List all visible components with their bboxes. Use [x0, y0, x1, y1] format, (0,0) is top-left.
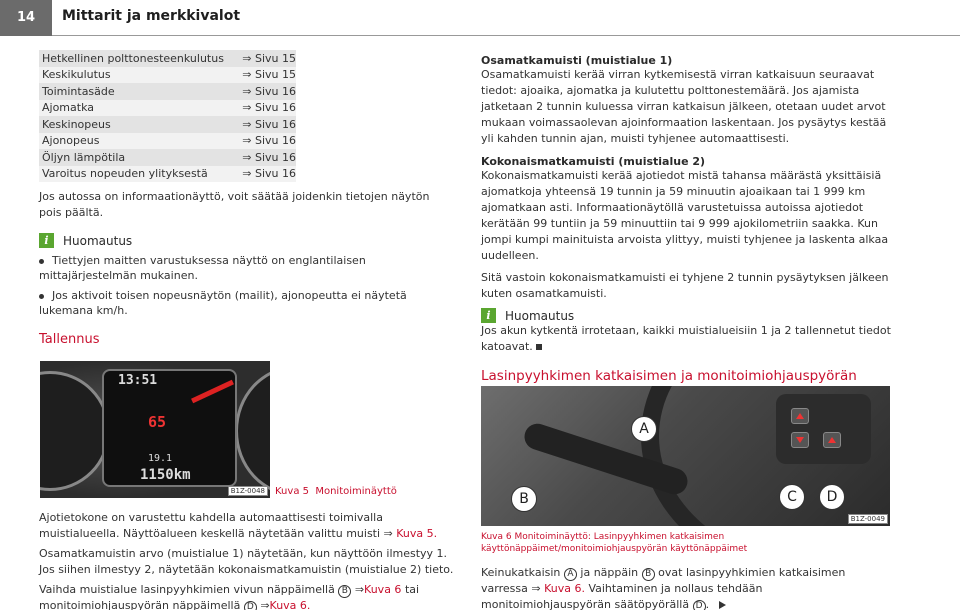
paragraph: Vaihda muistialue lasinpyyhkimien vivun näppäimellä B ⇒Kuva 6 tai monitoimiohjauspyörän näppäimellä D ⇒Kuva 6.	[39, 582, 464, 610]
label-d-icon: D	[693, 600, 706, 610]
table-row	[39, 83, 296, 100]
figure-caption: Kuva 5 Monitoiminäyttö	[275, 486, 397, 497]
list-item: Jos aktivoit toisen nopeusnäytön (mailit), ajonopeutta ei näytetä lukemana km/h.	[39, 289, 407, 317]
arrow-icon: ⇒	[242, 51, 252, 65]
figure-link[interactable]: Kuva 5.	[396, 527, 438, 540]
table-row	[39, 100, 296, 117]
ref-page-link[interactable]: ⇒ Sivu 16	[242, 134, 296, 148]
display-speed: 65	[148, 413, 167, 431]
arrow-icon: ⇒	[242, 167, 252, 181]
figure-code: B1Z-0048	[228, 486, 268, 496]
section-heading-tallennus: Tallennus	[39, 332, 100, 347]
right-column	[481, 50, 893, 403]
page-number: 14	[0, 0, 52, 36]
table-row	[39, 116, 296, 133]
table-row	[39, 50, 296, 67]
section-heading: Osamatkamuisti (muistialue 1)	[481, 54, 673, 67]
ref-label: Hetkellinen polttonesteenkulutus	[42, 51, 224, 65]
figure-link[interactable]: Kuva 6.	[269, 599, 311, 610]
ref-page-link[interactable]: ⇒ Sivu 16	[242, 167, 296, 181]
ref-page-link[interactable]: ⇒ Sivu 15	[242, 51, 296, 65]
down-button-icon	[791, 432, 809, 448]
note-title: Huomautus	[505, 308, 575, 323]
table-row	[39, 166, 296, 183]
display-clock: 13:51	[118, 373, 158, 388]
bullet-icon	[39, 259, 44, 264]
ref-label: Ajonopeus	[42, 134, 100, 148]
label-d: D	[819, 484, 845, 510]
reference-table	[39, 50, 296, 182]
note-heading	[481, 308, 893, 323]
arrow-icon: ⇒	[242, 68, 252, 82]
label-c: C	[779, 484, 805, 510]
continue-arrow-icon	[719, 601, 726, 609]
ref-label: Keskinopeus	[42, 117, 111, 131]
ref-page-link[interactable]: ⇒ Sivu 16	[242, 84, 296, 98]
label-b-icon: B	[338, 585, 351, 598]
ref-label: Varoitus nopeuden ylityksestä	[42, 167, 208, 181]
button-panel	[776, 394, 871, 464]
header-divider	[52, 35, 960, 36]
steering-controls-figure	[481, 386, 890, 526]
section-heading-wiper: Lasinpyyhkimen katkaisimen ja monitoimiohjauspyörän	[481, 368, 857, 384]
arrow-icon: ⇒	[242, 117, 252, 131]
up-button-icon	[791, 408, 809, 424]
up-button-icon	[823, 432, 841, 448]
page-header	[0, 0, 960, 36]
label-b-icon: B	[642, 568, 655, 581]
paragraph: Keinukatkaisin A ja näppäin B ovat lasinpyyhkimien katkaisimen varressa ⇒ Kuva 6. Vaihtaminen ja nollaus tehdään monitoimiohjauspyörän säätöpyörällä D .	[481, 565, 893, 610]
figure-link[interactable]: Kuva 6	[364, 583, 402, 596]
left-bottom-text	[39, 510, 464, 610]
page-title: Mittarit ja merkkivalot	[62, 8, 241, 24]
figure-code: B1Z-0049	[848, 514, 888, 524]
bullet-icon	[39, 294, 44, 299]
intro-text: Jos autossa on informaationäyttö, voit säätää joidenkin tietojen näytön pois päältä.	[39, 190, 430, 219]
info-icon: i	[39, 233, 54, 248]
paragraph: Kokonaismatkamuisti kerää ajotiedot mistä tahansa määrästä yksittäisiä ajomatkoja yhteensä 19 tunnin ja 59 minuutin ajoaikaan tai 1 999 km ajomatkaan asti. Informaationäytöllä varustetuissa autoissa ajotiedot kerätään 99 tuntiin ja 59 minuuttiin tai 9 999 ajokilometriin saakka. Kun jompi kumpi mainituista arvoista ylittyy, muisti tyhjenee ja laskenta alkaa uudelleen.	[481, 169, 889, 262]
table-row	[39, 67, 296, 84]
ref-label: Ajomatka	[42, 101, 94, 115]
left-column	[39, 50, 449, 347]
note-heading	[39, 233, 449, 248]
label-d-icon: D	[244, 601, 257, 610]
label-b: B	[511, 486, 537, 512]
ref-page-link[interactable]: ⇒ Sivu 16	[242, 150, 296, 164]
arrow-icon: ⇒	[242, 101, 252, 115]
ref-label: Keskikulutus	[42, 68, 111, 82]
display-odo-a: 19.1	[148, 453, 173, 464]
label-a: A	[631, 416, 657, 442]
ref-page-link[interactable]: ⇒ Sivu 16	[242, 117, 296, 131]
arrow-icon: ⇒	[242, 134, 252, 148]
paragraph: Sitä vastoin kokonaismatkamuisti ei tyhjene 2 tunnin pysäytyksen jälkeen kuten osamatkamuisti.	[481, 271, 889, 300]
end-marker-icon	[536, 344, 542, 350]
paragraph: Osamatkamuisti kerää virran kytkemisestä virran katkaisuun seuraavat tiedot: ajoaika, ajomatka ja kulutettu polttonestemäärä. Jos ajamista jatketaan 2 tunnin kuluessa virran katkaisun jälkeen, otetaan uudet arvot mukaan voimassaolevan ajoinformaation laskentaan. Jos pysäytys kestää yli kahden tunnin ajan, muisti tyhjenee automaattisesti.	[481, 68, 887, 145]
arrow-icon: ⇒	[242, 150, 252, 164]
paragraph: Osamatkamuistin arvo (muistialue 1) näytetään, kun näyttöön ilmestyy 1. Jos siihen ilmestyy 2, näytetään kokonaismatkamuistin (muistialue 2) tieto.	[39, 547, 454, 576]
ref-label: Toimintasäde	[42, 84, 115, 98]
paragraph: Ajotietokone on varustettu kahdella automaattisesti toimivalla muistialueella. Näyttöalueen keskellä näytetään valittu muisti ⇒ Kuva 5.	[39, 511, 438, 540]
ref-page-link[interactable]: ⇒ Sivu 16	[242, 101, 296, 115]
table-row	[39, 133, 296, 150]
info-icon: i	[481, 308, 496, 323]
arrow-icon: ⇒	[242, 84, 252, 98]
figure-caption: Kuva 6 Monitoiminäyttö: Lasinpyyhkimen katkaisimen käyttönäppäimet/monitoimiohjauspyörän käyttönäppäimet	[481, 532, 748, 554]
instrument-cluster-figure	[40, 361, 270, 498]
ref-label: Öljyn lämpötila	[42, 150, 126, 164]
note-title: Huomautus	[63, 233, 133, 248]
section-heading: Kokonaismatkamuisti (muistialue 2)	[481, 155, 706, 168]
list-item: Tiettyjen maitten varustuksessa näyttö on englantilaisen mittajärjestelmän mukainen.	[39, 254, 366, 282]
display-odo-b: 1150km	[140, 467, 191, 483]
table-row	[39, 149, 296, 166]
figure-link[interactable]: Kuva 6.	[544, 582, 585, 595]
paragraph: Jos akun kytkentä irrotetaan, kaikki muistialueisiin 1 ja 2 tallennetut tiedot katoavat.	[481, 324, 891, 353]
ref-page-link[interactable]: ⇒ Sivu 15	[242, 68, 296, 82]
right-bottom-text	[481, 565, 893, 610]
label-a-icon: A	[564, 568, 577, 581]
